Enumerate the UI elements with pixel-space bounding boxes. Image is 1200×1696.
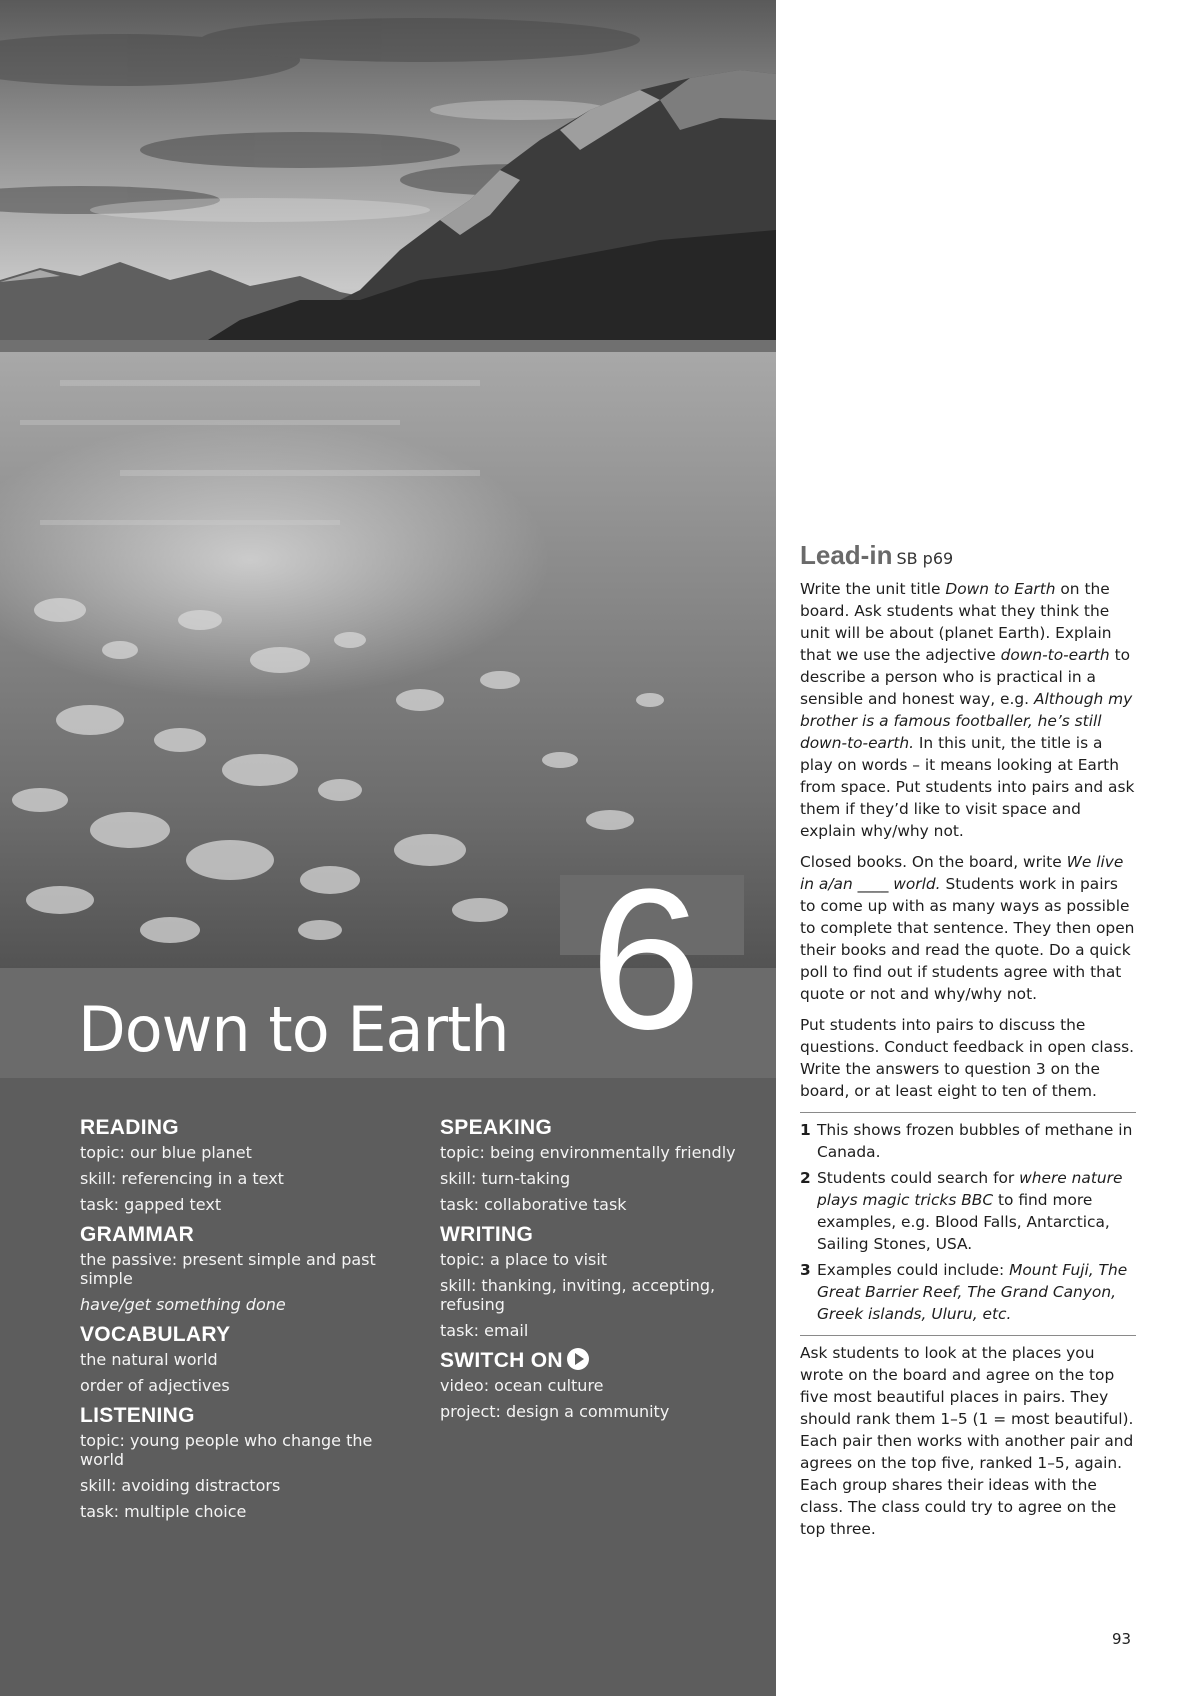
speaking-line: topic: being environmentally friendly [440,1143,736,1162]
page-number: 93 [1112,1630,1132,1648]
contents-left-column [80,1115,410,1529]
speaking-section [440,1115,770,1214]
unit-title: Down to Earth [78,993,509,1066]
grammar-line: the passive: present simple and past simple [80,1250,376,1288]
writing-line: topic: a place to visit [440,1250,608,1269]
answer-item: 3 Examples could include: Mount Fuji, The Great Barrier Reef, The Grand Canyon, Greek islands, Uluru, etc. [800,1261,1128,1323]
grammar-line: have/get something done [80,1295,286,1314]
play-icon [567,1348,589,1370]
vocabulary-line: order of adjectives [80,1376,230,1395]
grammar-heading: GRAMMAR [80,1223,195,1246]
divider [800,1335,1136,1336]
writing-line: skill: thanking, inviting, accepting, refusing [440,1276,716,1314]
reading-line: task: gapped text [80,1195,222,1214]
answer-key [800,1119,1136,1325]
listening-line: topic: young people who change the world [80,1431,373,1469]
switch-on-line: project: design a community [440,1402,670,1421]
ranking-paragraph: Ask students to look at the places you wrote on the board and agree on the top five most beautiful places in pairs. They should rank them 1–5 (1 = most beautiful). Each pair then works with another pair and agrees on the top five, ranked 1–5, again. Each group shares their ideas with the class. The class could try to agree on the top three. [800,1344,1134,1538]
discussion-paragraph: Put students into pairs to discuss the questions. Conduct feedback in open class. Write the answers to question 3 on the board, or at least eight to ten of them. [800,1016,1135,1100]
vocabulary-heading: VOCABULARY [80,1323,231,1346]
lead-in-paragraph: Write the unit title Down to Earth on the board. Ask students what they think the unit will be about (planet Earth). Explain that we use the adjective down-to-earth to describe a person who is practical in a sensible and honest way, e.g. Although my brother is a famous footballer, he’s still down-to-earth. In this unit, the title is a play on words – it means looking at Earth from space. Put students into pairs and ask them if they’d like to visit space and explain why/why not. [800,580,1135,840]
unit-number: 6 [590,848,698,1071]
listening-heading: LISTENING [80,1404,195,1427]
teacher-notes [800,538,1136,1549]
divider [800,1112,1136,1113]
speaking-heading: SPEAKING [440,1116,553,1139]
lead-in-heading [800,538,1136,576]
contents-right-column [440,1115,770,1429]
student-book-ref: SB p69 [896,549,954,568]
writing-heading: WRITING [440,1223,534,1246]
speaking-line: skill: turn-taking [440,1169,571,1188]
closed-books-paragraph: Closed books. On the board, write We live in a/an ____ world. Students work in pairs to come up with as many ways as possible to complete that sentence. They then open their books and read the quote. Do a quick poll to find out if students agree with that quote or not and why/why not. [800,853,1135,1003]
writing-line: task: email [440,1321,529,1340]
switch-on-section [440,1348,770,1421]
speaking-line: task: collaborative task [440,1195,627,1214]
listening-section [80,1403,410,1521]
vocabulary-line: the natural world [80,1350,218,1369]
lead-in-title: Lead-in [800,540,893,570]
vocabulary-section [80,1322,410,1395]
answer-item: 1 This shows frozen bubbles of methane in Canada. [800,1121,1133,1161]
listening-line: task: multiple choice [80,1502,247,1521]
listening-line: skill: avoiding distractors [80,1476,281,1495]
answer-item: 2 Students could search for where nature plays magic tricks BBC to find more examples, e.g. Blood Falls, Antarctica, Sailing Stones, USA. [800,1169,1123,1253]
reading-line: topic: our blue planet [80,1143,252,1162]
switch-on-heading: SWITCH ON [440,1348,770,1374]
writing-section [440,1222,770,1340]
reading-section [80,1115,410,1214]
switch-on-line: video: ocean culture [440,1376,604,1395]
reading-line: skill: referencing in a text [80,1169,284,1188]
reading-heading: READING [80,1116,179,1139]
grammar-section [80,1222,410,1314]
